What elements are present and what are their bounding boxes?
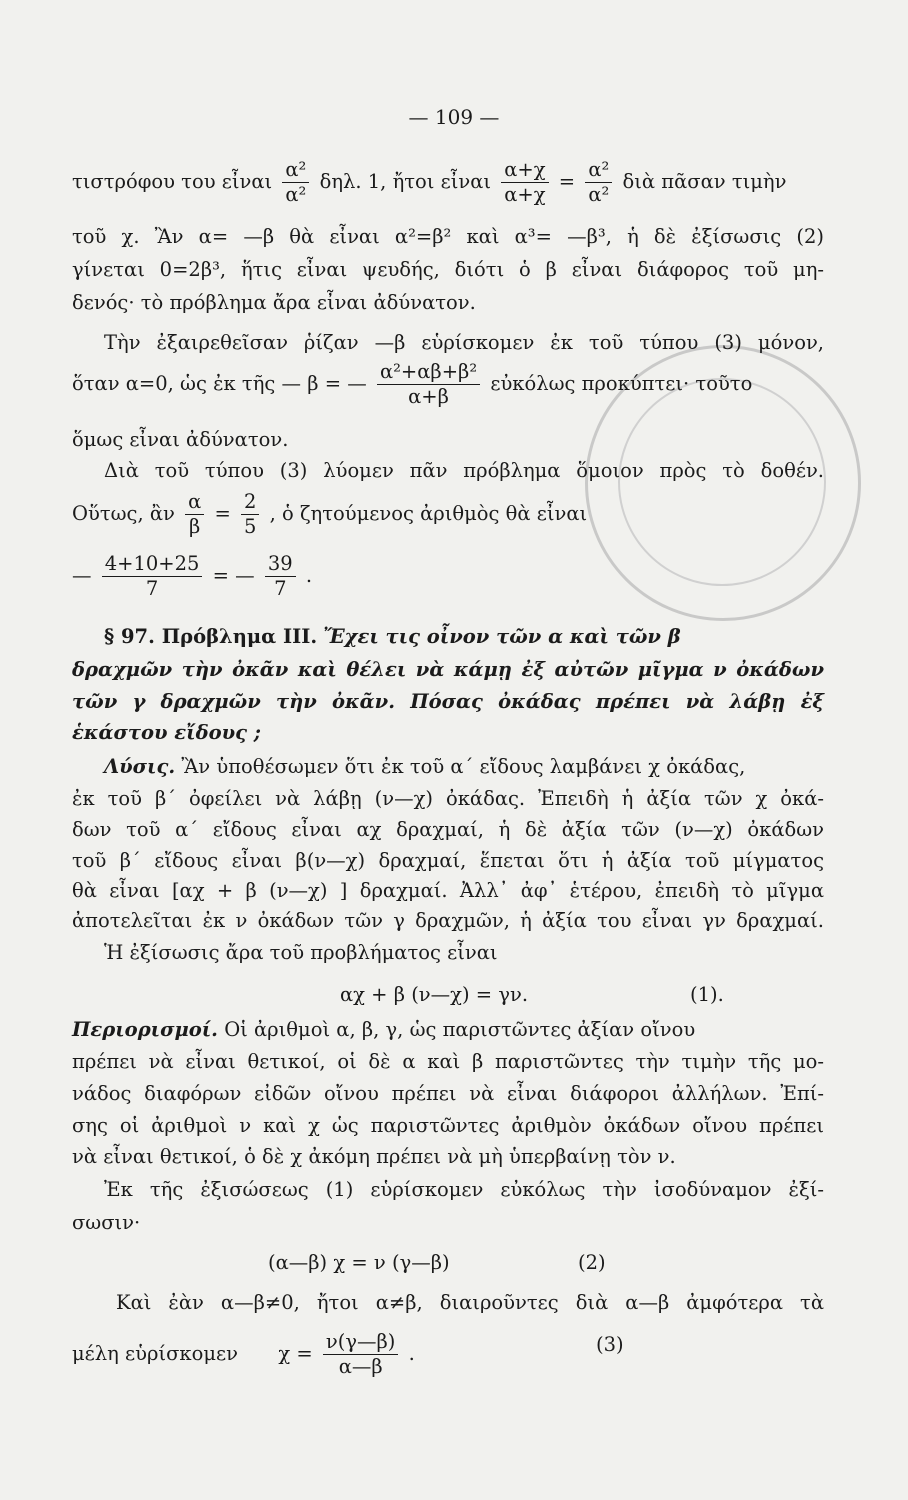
text-line-20: ἀποτελεῖται ἐκ ν ὀκάδων τῶν γ δραχμῶν, ἡ ἀξία του εἶναι γν δραχμαί. (72, 909, 824, 932)
text-line-27: Ἐκ τῆς ἐξισώσεως (1) εὑρίσκομεν εὐκόλως τὴν ἰσοδύναμον ἐξί- (104, 1178, 824, 1201)
text-line-5: Τὴν ἐξαιρεθεῖσαν ῥίζαν —β εὑρίσκομεν ἐκ τοῦ τύπου (3) μόνον, (104, 331, 824, 354)
text-line-19: θὰ εἶναι [αχ + β (ν—χ) ] δραχμαί. Ἀλλ᾿ ἀφ᾿ ἑτέρου, ἐπειδὴ τὸ μῖγμα (72, 879, 824, 902)
equation-2-number: (2) (578, 1251, 606, 1274)
text-line-15: Λύσις. Ἂν ὑποθέσωμεν ὅτι ἐκ τοῦ α΄ εἴδους λαμβάνει χ ὀκάδας, (104, 755, 746, 778)
solution-label: Λύσις. (104, 755, 176, 778)
fraction: $\frac{\text{α²+αβ+β²}}{\alpha+\beta}$ (377, 360, 480, 409)
text-line-12: δραχμῶν τὴν ὀκᾶν καὶ θέλει νὰ κάμῃ ἐξ αὐτῶν μῖγμα ν ὀκάδων (72, 658, 824, 681)
text-line-24: νάδος διαφόρων εἰδῶν οἴνου πρέπει νὰ εἶναι διάφοροι ἀλλήλων. Ἐπί- (72, 1082, 824, 1105)
constraints-label: Περιορισμοί. (72, 1018, 218, 1041)
text-line-9: Οὕτως, ἂν $\frac{\alpha}{\beta}$ = $\frac{2}{5}$ , ὁ ζητούμενος ἀριθμὸς θὰ εἶναι (72, 490, 588, 538)
equation-3-number: (3) (596, 1333, 624, 1356)
text-line-29: Καὶ ἐὰν α—β≠0, ἤτοι α≠β, διαιροῦντες διὰ α—β ἀμφότερα τὰ (116, 1291, 824, 1314)
text-line-30: μέλη εὑρίσκομεν χ = $\frac{\nu(\gamma—\beta)}{\alpha—\beta}$ . (72, 1330, 415, 1378)
text-line-10: — $\frac{4+10+25}{7}$ = — $\frac{39}{7}$ . (72, 552, 313, 600)
fraction: $\frac{\text{α²}}{\text{α²}}$ (585, 158, 612, 207)
section-heading: § 97. Πρόβλημα III. Ἔχει τις οἶνον τῶν α καὶ τῶν β (104, 625, 681, 648)
equation-1-number: (1). (690, 983, 724, 1006)
page-number: — 109 — (408, 105, 500, 129)
section-label: § 97. Πρόβλημα III. (104, 625, 318, 648)
text-line-28: σωσιν· (72, 1211, 141, 1234)
fraction: $\frac{\nu(\gamma—\beta)}{\alpha—\beta}$ (323, 1330, 399, 1379)
text-line-21: Ἡ ἐξίσωσις ἄρα τοῦ προβλήματος εἶναι (104, 941, 498, 964)
text-line-18: τοῦ β΄ εἴδους εἶναι β(ν—χ) δραχμαί, ἕπεται ὅτι ἡ ἀξία τοῦ μίγματος (72, 849, 824, 872)
fraction: $\frac{\text{α²}}{\text{α²}}$ (282, 158, 309, 207)
text-line-4: δενός· τὸ πρόβλημα ἄρα εἶναι ἀδύνατον. (72, 291, 476, 314)
fraction: $\frac{2}{5}$ (241, 490, 259, 539)
text-line-3: γίνεται 0=2β³, ἥτις εἶναι ψευδής, διότι ὁ β εἶναι διάφορος τοῦ μη- (72, 258, 824, 281)
text-line-23: πρέπει νὰ εἶναι θετικοί, οἱ δὲ α καὶ β παριστῶντες τὴν τιμὴν τῆς μο- (72, 1050, 824, 1073)
text-line-13: τῶν γ δραχμῶν τὴν ὀκᾶν. Πόσας ὀκάδας πρέπει νὰ λάβῃ ἐξ (72, 690, 824, 713)
fraction: $\frac{39}{7}$ (265, 552, 296, 601)
fraction: $\frac{\alpha+\chi}{\alpha+\chi}$ (501, 158, 548, 207)
fraction: $\frac{\alpha}{\beta}$ (185, 490, 204, 539)
text-line-14: ἑκάστου εἴδους ; (72, 721, 261, 744)
text-line-6: ὅταν α=0, ὡς ἐκ τῆς — β = — $\frac{\text{α²+αβ+β²}}{\alpha+\beta}$ εὐκόλως προκύπτει· τοῦτο (72, 360, 753, 408)
fraction: $\frac{4+10+25}{7}$ (102, 552, 203, 601)
text-line-7: ὅμως εἶναι ἀδύνατον. (72, 428, 289, 451)
text-line-22: Περιορισμοί. Οἱ ἀριθμοὶ α, β, γ, ὡς παριστῶντες ἀξίαν οἴνου (72, 1018, 696, 1041)
equation-2: (α—β) χ = ν (γ—β) (268, 1251, 450, 1274)
text-line-17: δων τοῦ α΄ εἴδους εἶναι αχ δραχμαί, ἡ δὲ ἀξία τῶν (ν—χ) ὀκάδων (72, 818, 824, 841)
text-line-1: τιστρόφου του εἶναι $\frac{\text{α²}}{\text{α²}}$ δηλ. 1, ἤτοι εἶναι $\frac{\alpha+\chi}{\alpha+\chi}$ = $\frac{\text{α²}}{\text{α²}}$ διὰ πᾶσαν τιμὴν (72, 158, 787, 206)
text-line-25: σης οἱ ἀριθμοὶ ν καὶ χ ὡς παριστῶντες ἀριθμὸν ὀκάδων οἴνου πρέπει (72, 1114, 824, 1137)
text-line-8: Διὰ τοῦ τύπου (3) λύομεν πᾶν πρόβλημα ὅμοιον πρὸς τὸ δοθέν. (104, 459, 824, 482)
text-line-2: τοῦ χ. Ἂν α= —β θὰ εἶναι α²=β² καὶ α³= —β³, ἡ δὲ ἐξίσωσις (2) (72, 225, 824, 248)
equation-1: αχ + β (ν—χ) = γν. (340, 983, 529, 1006)
text-line-26: νὰ εἶναι θετικοί, ὁ δὲ χ ἀκόμη πρέπει νὰ μὴ ὑπερβαίνῃ τὸν ν. (72, 1145, 676, 1168)
text-line-16: ἐκ τοῦ β΄ ὀφείλει νὰ λάβῃ (ν—χ) ὀκάδας. Ἐπειδὴ ἡ ἀξία τῶν χ ὀκά- (72, 787, 824, 810)
